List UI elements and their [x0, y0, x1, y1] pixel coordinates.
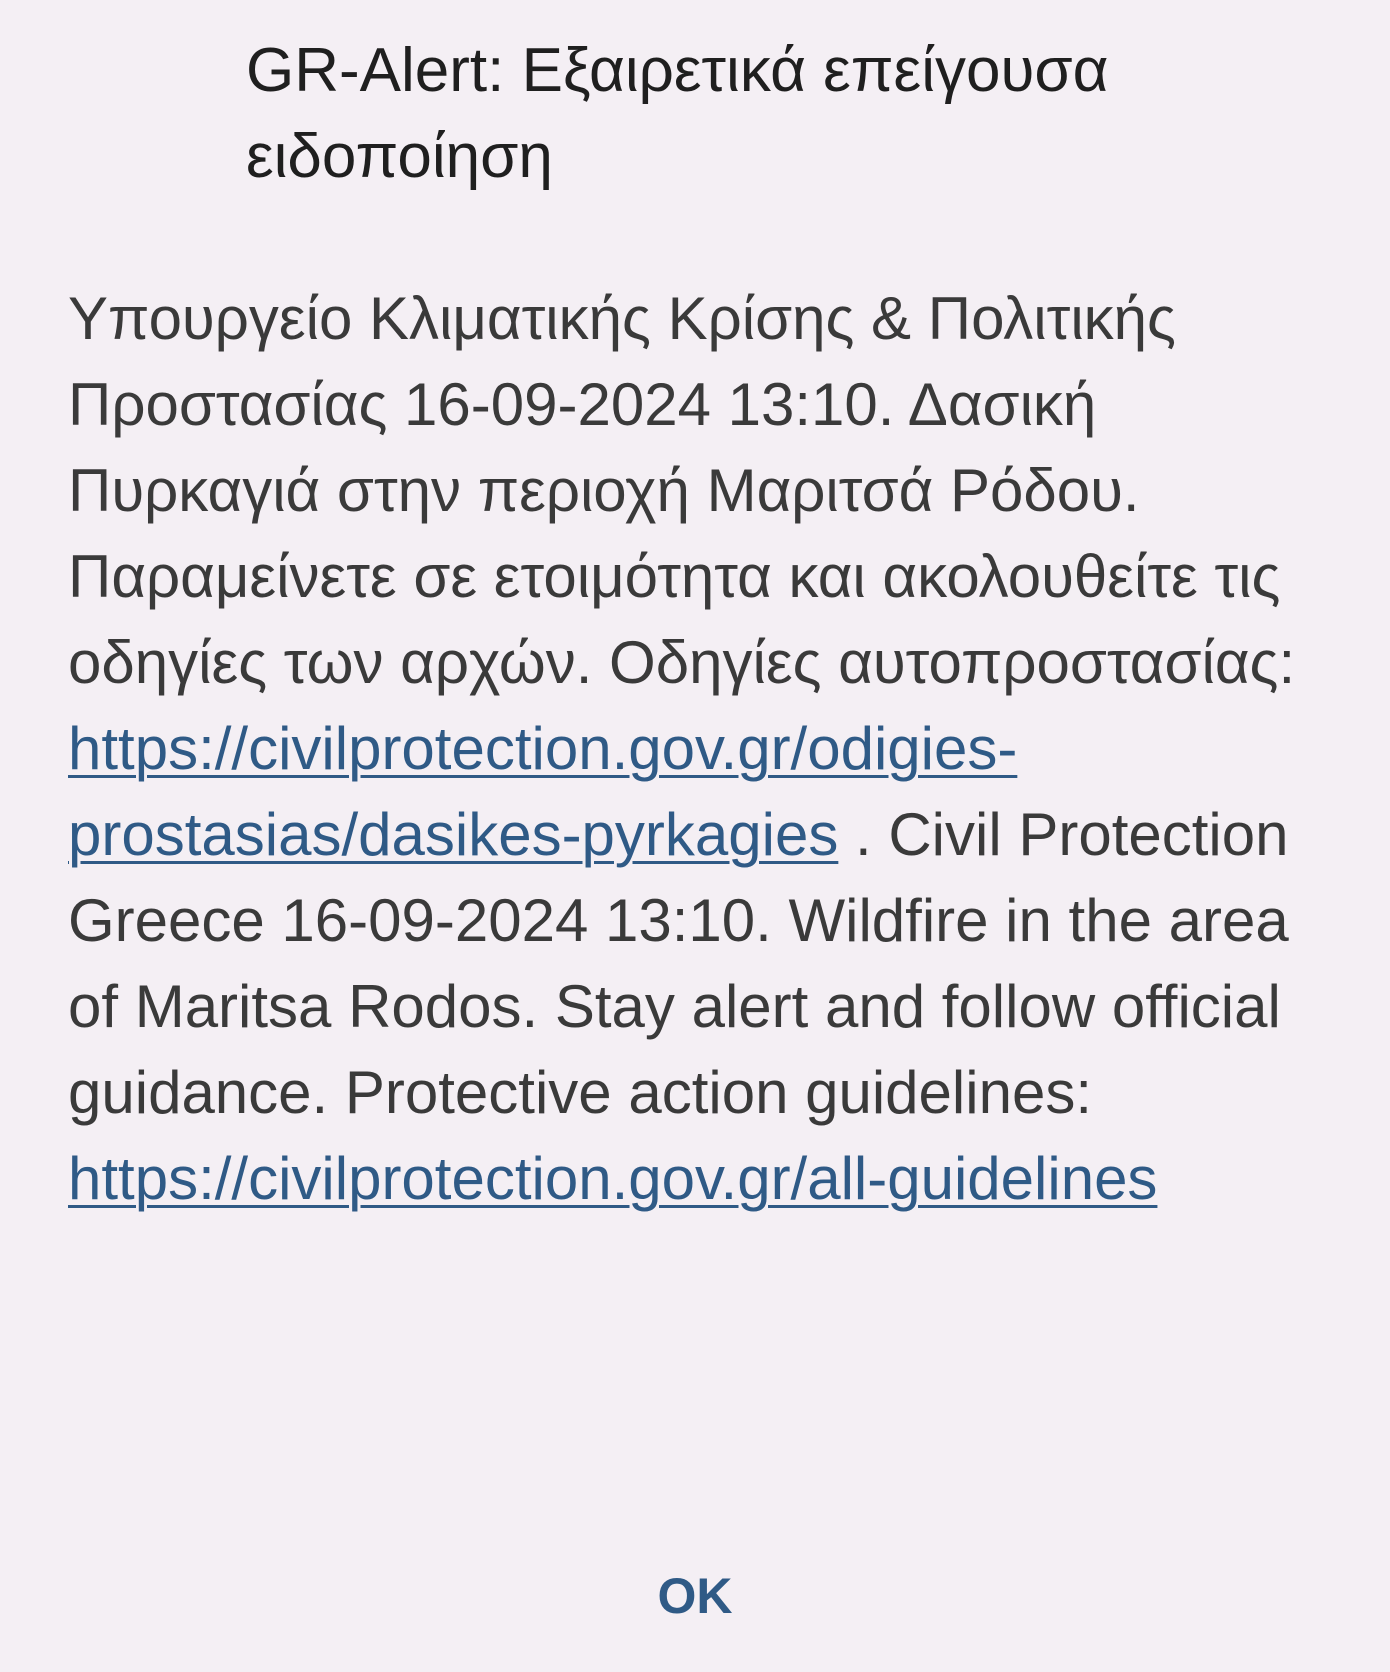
alert-message-greek: Υπουργείο Κλιματικής Κρίσης & Πολιτικής Προστασίας 16-09-2024 13:10. Δασική Πυρκαγιά στην περιοχή Μαριτσά Ρόδου. Παραμείνετε σε ετοιμότητα και ακολουθείτε τις οδηγίες των αρχών. Οδηγίες αυτοπροστασίας:	[68, 285, 1312, 696]
guidelines-link-all[interactable]: https://civilprotection.gov.gr/all-guidelines	[68, 1145, 1158, 1212]
alert-message	[68, 276, 1338, 1222]
ok-button[interactable]: OK	[600, 1552, 790, 1640]
alert-message-english: . Civil Protection Greece 16-09-2024 13:10. Wildfire in the area of Maritsa Rodos. Stay alert and follow official guidance. Protective action guidelines:	[68, 801, 1306, 1126]
alert-title: GR-Alert: Εξαιρετικά επείγουσα ειδοποίηση	[246, 36, 1109, 191]
guidelines-link-wildfires[interactable]: https://civilprotection.gov.gr/odigies-prostasias/dasikes-pyrkagies	[68, 715, 1018, 868]
